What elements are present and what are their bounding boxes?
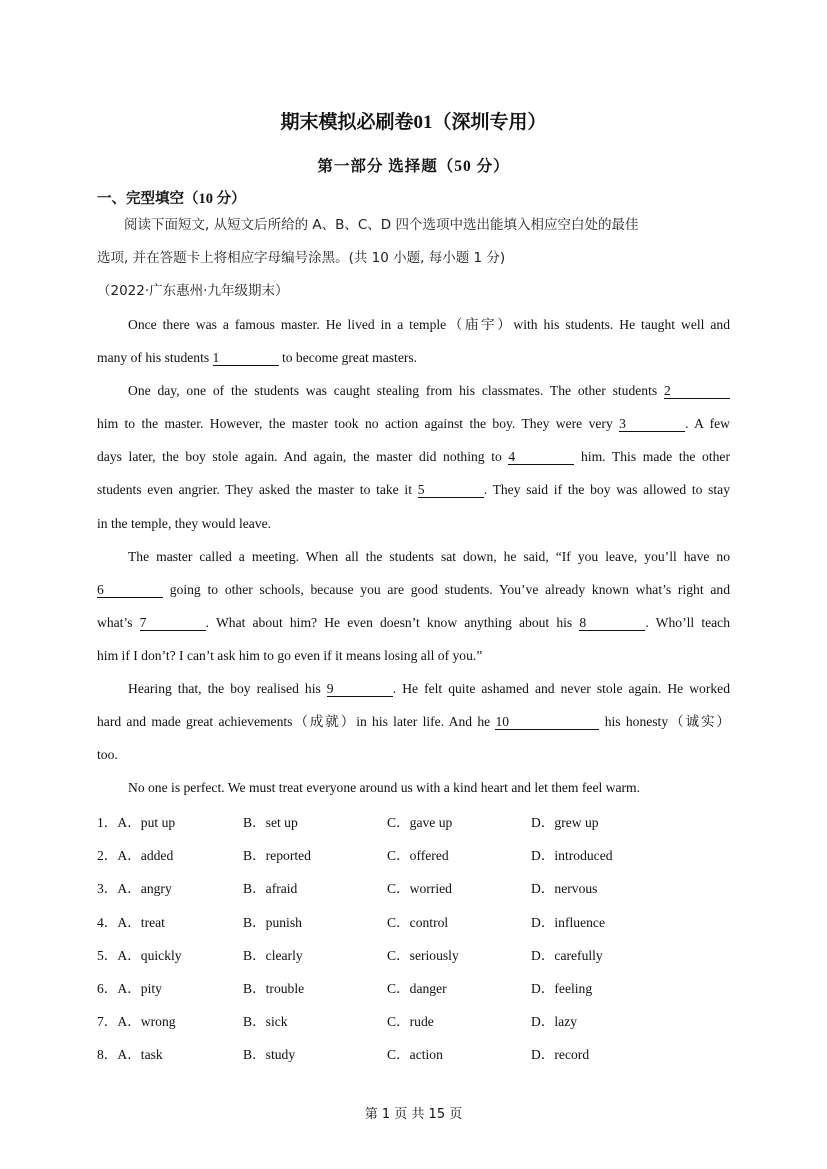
passage-text: Hearing that, the boy realised his — [128, 681, 327, 697]
passage-line — [97, 738, 730, 771]
passage-line — [97, 507, 730, 540]
option-text: B．reported — [243, 848, 311, 864]
option-text: C．danger — [387, 980, 447, 996]
option-text: C．action — [387, 1047, 443, 1063]
document-title: 期末模拟必刷卷01（深圳专用） — [280, 112, 547, 133]
option-text: C．offered — [387, 848, 449, 864]
option-text: D．influence — [531, 914, 605, 930]
passage-line — [97, 473, 730, 506]
option-d — [531, 939, 603, 972]
section-heading: 一、完型填空（10 分） — [97, 191, 246, 207]
blank-10: 10 — [495, 714, 599, 730]
option-text: A．task — [117, 1047, 163, 1063]
question-row — [97, 872, 737, 905]
option-text: B．clearly — [243, 947, 303, 963]
option-b — [243, 806, 298, 839]
option-c — [387, 1038, 443, 1071]
option-c — [387, 806, 452, 839]
question-row — [97, 906, 737, 939]
passage-line — [97, 440, 730, 473]
option-b — [243, 906, 302, 939]
option-a — [97, 839, 173, 872]
passage-line — [97, 540, 730, 573]
question-row — [97, 839, 737, 872]
option-text: C．control — [387, 914, 449, 930]
option-text: A．treat — [117, 914, 165, 930]
instruction-line: 选项, 并在答题卡上将相应字母编号涂黑。(共 10 小题, 每小题 1 分) — [97, 250, 506, 266]
question-options — [97, 806, 737, 1072]
option-c — [387, 939, 459, 972]
option-a — [97, 906, 165, 939]
option-text: B．punish — [243, 914, 302, 930]
option-text: B．trouble — [243, 980, 305, 996]
passage-text: him to the master. However, the master took no action against the boy. They were very — [97, 416, 620, 432]
passage-line — [97, 705, 730, 738]
cloze-passage — [97, 308, 730, 804]
option-text: D．grew up — [531, 815, 599, 830]
option-a — [97, 1038, 163, 1071]
option-c — [387, 1005, 434, 1038]
passage-text: . He felt quite ashamed and never stole again. He worked — [392, 681, 730, 697]
passage-line — [97, 639, 730, 672]
instruction-line: 阅读下面短文, 从短文后所给的 A、B、C、D 四个选项中选出能填入相应空白处的最佳 — [97, 217, 639, 233]
option-text: D．carefully — [531, 947, 603, 963]
passage-line — [97, 374, 730, 407]
blank-5: 5 — [418, 482, 484, 498]
passage-line — [97, 672, 730, 705]
question-number: 2． — [97, 848, 118, 864]
option-d — [531, 1005, 577, 1038]
passage-line — [97, 573, 730, 606]
passage-text: . They said if the boy was allowed to stay — [483, 482, 731, 498]
option-text: C．gave up — [387, 815, 453, 830]
option-text: C．rude — [387, 1014, 434, 1030]
option-b — [243, 839, 311, 872]
option-a — [97, 939, 182, 972]
blank-7: 7 — [140, 615, 206, 631]
blank-9: 9 — [327, 681, 393, 697]
passage-line — [97, 771, 730, 804]
blank-1: 1 — [213, 350, 279, 366]
question-number: 4． — [97, 914, 118, 930]
passage-text: him if I don’t? I can’t ask him to go even if it means losing all of you.” — [97, 647, 483, 663]
option-a — [97, 872, 172, 905]
option-a — [97, 972, 162, 1005]
option-a — [97, 806, 175, 839]
option-text: B．study — [243, 1047, 296, 1063]
passage-text: him. This made the other — [574, 449, 730, 465]
passage-line — [97, 606, 730, 639]
question-row — [97, 1005, 737, 1038]
option-text: C．seriously — [387, 947, 459, 963]
passage-text: . Who’ll teach — [645, 614, 731, 630]
blank-8: 8 — [579, 615, 645, 631]
option-text: D．feeling — [531, 980, 593, 996]
question-number: 1． — [97, 815, 118, 830]
option-text: A．angry — [117, 881, 172, 897]
blank-4: 4 — [508, 449, 574, 465]
passage-text: to become great masters. — [278, 350, 418, 366]
option-text: B．afraid — [243, 881, 298, 897]
blank-6: 6 — [97, 582, 163, 598]
question-row — [97, 972, 737, 1005]
part-heading: 第一部分 选择题（50 分） — [317, 158, 510, 175]
option-text: A．quickly — [117, 947, 182, 963]
passage-text: in the temple, they would leave. — [97, 515, 272, 531]
blank-3: 3 — [619, 416, 685, 432]
passage-line — [97, 341, 730, 374]
question-row — [97, 806, 737, 839]
option-b — [243, 972, 304, 1005]
option-text: A．pity — [117, 980, 162, 996]
option-text: A．wrong — [117, 1014, 176, 1030]
passage-line — [97, 407, 730, 440]
question-number: 6． — [97, 980, 118, 996]
option-d — [531, 872, 597, 905]
passage-text: No one is perfect. We must treat everyone around us with a kind heart and let them feel warm. — [128, 780, 641, 796]
question-row — [97, 1038, 737, 1071]
option-d — [531, 839, 613, 872]
option-d — [531, 1038, 589, 1071]
instructions — [97, 209, 730, 308]
option-d — [531, 906, 605, 939]
option-text: D．record — [531, 1047, 590, 1063]
blank-2: 2 — [664, 383, 730, 399]
passage-text: students even angrier. They asked the master to take it — [97, 482, 418, 498]
passage-text: The master called a meeting. When all the students sat down, he said, “If you leave, you’ll have no — [128, 548, 730, 564]
option-text: A．added — [117, 848, 174, 864]
passage-text: what’s — [97, 614, 140, 630]
passage-text: One day, one of the students was caught stealing from his classmates. The other students — [128, 383, 664, 399]
page-footer: 第 1 页 共 15 页 — [364, 1107, 463, 1122]
passage-text: Once there was a famous master. He lived in a temple（庙宇）with his students. He taught well and — [128, 317, 730, 332]
question-number: 7． — [97, 1014, 118, 1030]
option-text: A．put up — [117, 815, 176, 830]
option-text: C．worried — [387, 881, 452, 897]
option-c — [387, 872, 452, 905]
option-d — [531, 806, 599, 839]
passage-text: many of his students — [97, 350, 213, 366]
passage-text: days later, the boy stole again. And again, the master did nothing to — [97, 449, 509, 465]
option-b — [243, 872, 297, 905]
option-d — [531, 972, 592, 1005]
source-note: （2022·广东惠州·九年级期末） — [97, 283, 289, 299]
option-b — [243, 939, 303, 972]
option-text: D．introduced — [531, 848, 613, 864]
option-text: B．set up — [243, 815, 298, 830]
option-c — [387, 972, 447, 1005]
question-number: 3． — [97, 881, 118, 897]
question-row — [97, 939, 737, 972]
option-b — [243, 1038, 295, 1071]
option-text: D．lazy — [531, 1014, 578, 1030]
passage-text: too. — [97, 747, 118, 763]
option-b — [243, 1005, 288, 1038]
passage-text: . A few — [685, 416, 730, 432]
passage-line — [97, 308, 730, 341]
option-c — [387, 839, 449, 872]
passage-text: going to other schools, because you are good students. You’ve already known what’s right and — [163, 581, 730, 597]
option-c — [387, 906, 448, 939]
question-number: 5． — [97, 947, 118, 963]
option-text: D．nervous — [531, 881, 598, 897]
passage-text: hard and made great achievements（成就）in his later life. And he — [97, 714, 496, 730]
question-number: 8． — [97, 1047, 118, 1063]
option-a — [97, 1005, 176, 1038]
option-text: B．sick — [243, 1014, 288, 1030]
passage-text: his honesty（诚实） — [599, 714, 731, 730]
passage-text: . What about him? He even doesn’t know anything about his — [205, 614, 580, 630]
